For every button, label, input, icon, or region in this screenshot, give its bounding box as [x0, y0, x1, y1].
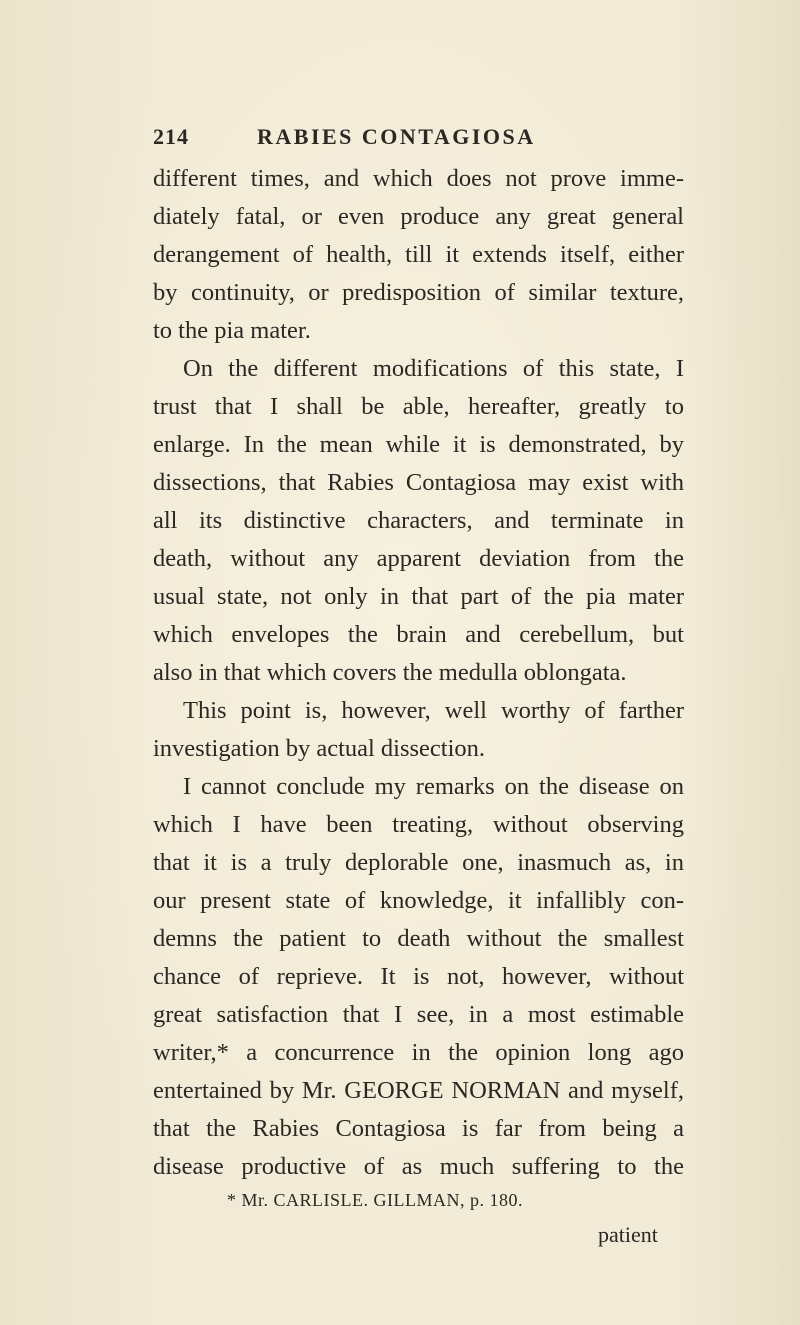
text-line: enlarge. In the mean while it is demonstrated, by	[153, 431, 684, 458]
text-line: great satisfaction that I see, in a most estimable	[153, 1001, 684, 1028]
text-line: to the pia mater.	[153, 317, 311, 344]
text-line: which I have been treating, without observing	[153, 811, 684, 838]
text-line: entertained by Mr. GEORGE NORMAN and myself,	[153, 1077, 684, 1104]
text-line: writer,* a concurrence in the opinion long ago	[153, 1039, 684, 1066]
text-line: which envelopes the brain and cerebellum, but	[153, 621, 684, 648]
catchword: patient	[598, 1222, 658, 1247]
footnote: * Mr. CARLISLE. GILLMAN, p. 180.	[227, 1190, 523, 1210]
text-line: by continuity, or predisposition of similar texture,	[153, 279, 684, 306]
text-line: also in that which covers the medulla oblongata.	[153, 659, 627, 686]
text-line: I cannot conclude my remarks on the disease on	[183, 773, 684, 800]
text-line: death, without any apparent deviation from the	[153, 545, 684, 572]
text-line: disease productive of as much suffering to the	[153, 1153, 684, 1180]
text-line: chance of reprieve. It is not, however, without	[153, 963, 684, 990]
text-line: investigation by actual dissection.	[153, 735, 486, 762]
text-line: our present state of knowledge, it infallibly con-	[153, 887, 684, 914]
text-line: demns the patient to death without the smallest	[153, 925, 684, 952]
text-line: usual state, not only in that part of the pia mater	[153, 583, 684, 610]
page-header	[0, 124, 800, 154]
text-line: that it is a truly deplorable one, inasmuch as, in	[153, 849, 684, 876]
text-line: derangement of health, till it extends itself, either	[153, 241, 684, 268]
page-number: 214	[153, 124, 189, 149]
running-title: RABIES CONTAGIOSA	[257, 124, 536, 149]
text-line: that the Rabies Contagiosa is far from being a	[153, 1115, 684, 1142]
text-line: On the different modifications of this state, I	[183, 355, 684, 382]
text-line: dissections, that Rabies Contagiosa may exist with	[153, 469, 684, 496]
text-line: all its distinctive characters, and terminate in	[153, 507, 684, 534]
text-line: different times, and which does not prove imme-	[153, 165, 684, 192]
text-line: diately fatal, or even produce any great general	[153, 203, 684, 230]
text-line: trust that I shall be able, hereafter, greatly to	[153, 393, 684, 420]
text-line: This point is, however, well worthy of farther	[183, 697, 684, 724]
